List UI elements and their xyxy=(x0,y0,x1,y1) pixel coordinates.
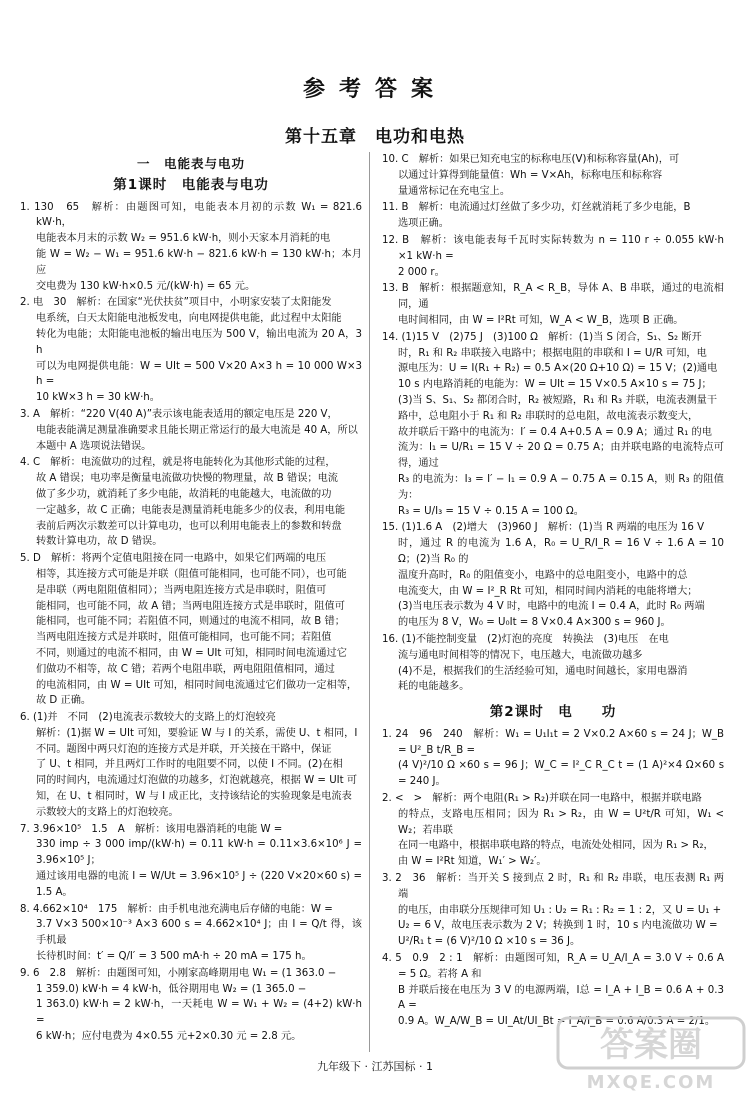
answer-line: 流与通电时间相等的情况下，电压越大，电流做功越多 xyxy=(398,649,643,661)
answer-line: 4. C 解析：电流做功的过程，就是将电能转化为其他形式能的过程， xyxy=(20,457,336,469)
answer-line: 时，R₁ 和 R₂ 串联接入电路中；根据电阻的串联和 I = U/R 可知，电 xyxy=(398,347,707,359)
answer-line: 耗的电能越多。 xyxy=(398,681,470,693)
answer-item xyxy=(382,281,724,328)
answer-line: 0.9 A。W_A/W_B = UI_At/UI_Bt = I_A/I_B = 0.6 A/0.3 A = 2/1。 xyxy=(398,1016,716,1028)
answer-line: 1. 24 96 240 解析：W₁ = U₁I₁t = 2 V×0.2 A×60 s = 24 J；W_B = U²_B t/R_B = xyxy=(382,728,724,756)
answer-line: 知，在 U、t 相同时，W 与 I 成正比，支持该结论的实验现象是电流表 xyxy=(36,791,352,803)
answer-line: 的电流相同，由 W = UIt 可知，相同时间电流通过它们做功一定相等， xyxy=(36,679,358,691)
svg-text:MXQE.COM: MXQE.COM xyxy=(586,1072,716,1093)
answer-line: B 并联后接在电压为 3 V 的电源两端，I总 = I_A + I_B = 0.6 A + 0.3 A = xyxy=(398,984,724,1012)
answer-line: 3. 2 36 解析：当开关 S 接到点 2 时，R₁ 和 R₂ 串联，电压表测 R₁ 两端 xyxy=(382,873,724,900)
answer-line: 故并联后干路中的电流为：I′ = 0.4 A+0.5 A = 0.9 A；通过 R₁ 的电 xyxy=(398,426,712,438)
answer-line: 量通常标记在充电宝上。 xyxy=(398,185,511,197)
watermark-logo xyxy=(556,1014,746,1094)
answer-line: 10. C 解析：如果已知充电宝的标称电压(V)和标称容量(Ah)，可 xyxy=(382,154,680,165)
answer-line: R₃ 的电流为：I₃ = I′ − I₁ = 0.9 A − 0.75 A = 0.15 A，则 R₃ 的阻值为： xyxy=(398,473,724,501)
answer-line: 3. A 解析：“220 V(40 A)”表示该电能表适用的额定电压是 220 V， xyxy=(20,408,338,420)
answer-line: 11. B 解析：电流通过灯丝做了多少功，灯丝就消耗了多少电能，B xyxy=(382,202,691,214)
answer-item xyxy=(20,710,362,821)
answer-line: (4 V)²/10 Ω ×60 s = 96 J；W_C = I²_C R_C t = (1 A)²×4 Ω×60 s = 240 J。 xyxy=(398,760,724,788)
answer-line: 通过该用电器的电流 I = W/Ut = 3.96×10⁵ J ÷ (220 V×20×60 s) = 1.5 A。 xyxy=(36,871,362,898)
answer-line: 8. 4.662×10⁴ 175 解析：由手机电池充满电后存储的电能：W = xyxy=(20,903,333,915)
answer-item xyxy=(20,902,362,965)
answer-line: 2. < > 解析：两个电阻(R₁ > R₂)并联在同一电路中，根据并联电路 xyxy=(382,793,702,805)
answer-item xyxy=(20,200,362,295)
answer-line: 故 A 错误；电功率是衡量电流做功快慢的物理量，故 B 错误；电流 xyxy=(36,473,338,485)
answer-line: 电能表本月末的示数 W₂ = 951.6 kW·h，则小天家本月消耗的电 xyxy=(36,233,331,245)
answer-item xyxy=(382,632,724,695)
answer-line: 13. B 解析：根据题意知，R_A < R_B，导体 A、B 串联，通过的电流相同，通 xyxy=(382,283,724,311)
answer-line: 6. (1)并 不同 (2)电流表示数较大的支路上的灯泡较亮 xyxy=(20,712,276,724)
answer-line: 故 D 正确。 xyxy=(36,695,92,707)
answer-item xyxy=(20,455,362,550)
answer-line: 5. D 解析：将两个定值电阻接在同一电路中，如果它们两端的电压 xyxy=(20,553,327,565)
answer-line: 当两电阻连接方式是并联时，阻值可能相同，也可能不同；若阻值 xyxy=(36,632,332,644)
answer-line: R₃ = U/I₃ = 15 V ÷ 0.15 A = 100 Ω。 xyxy=(398,505,584,517)
left-column xyxy=(20,152,362,1046)
answer-line: 在同一电路中，根据串联电路的特点，电流处处相同，因为 R₁ > R₂， xyxy=(398,840,714,852)
answer-line: 源电压为：U = I(R₁ + R₂) = 0.5 A×(20 Ω+10 Ω) = 15 V；(2)通电 xyxy=(398,363,718,375)
chapter-title: 第十五章 电功和电热 xyxy=(285,127,465,147)
answer-line: 同的时间内，电流通过灯泡做的功越多，灯泡就越亮，根据 W = UIt 可 xyxy=(36,775,358,787)
answer-list xyxy=(382,727,724,1030)
answer-line: 2. 电 30 解析：在国家“光伏扶贫”项目中，小明家安装了太阳能发 xyxy=(20,297,332,309)
answer-line: 12. B 解析：该电能表每千瓦时实际转数为 n = 110 r ÷ 0.055 kW·h ×1 kW·h = xyxy=(382,234,724,262)
page-footer: 九年级下 · 江苏国标 · 1 xyxy=(317,1060,433,1073)
answer-line: 10 kW×3 h = 30 kW·h。 xyxy=(36,392,160,404)
answer-line: 能相同，也可能不同；若阻值不同，则通过的电流不相同，故 B 错； xyxy=(36,616,345,628)
answer-line: 可以为电网提供电能：W = UIt = 500 V×20 A×3 h = 10 000 W×3 h = xyxy=(36,360,362,388)
lesson-heading: 第1课时 电能表与电功 xyxy=(113,176,269,193)
page-title: 参考答案 xyxy=(302,77,447,102)
answer-line: 解析：(1)据 W = UIt 可知，要验证 W 与 I 的关系，需使 U、t 相同，I xyxy=(36,727,358,739)
answer-line: 电时间相同，由 W = I²Rt 可知，W_A < W_B，选项 B 正确。 xyxy=(398,314,684,326)
answer-line: 转化为电能；太阳能电池板的输出电压为 500 V，输出电流为 20 A，3 h xyxy=(36,328,362,356)
answer-line: 不同。题图中两只灯泡的连接方式是并联，开关接在干路中，保证 xyxy=(36,743,332,755)
answer-line: 的电压，由串联分压规律可知 U₁ : U₂ = R₁ : R₂ = 1 : 2，又 U = U₁ + xyxy=(398,904,722,916)
answer-line: 能 W = W₂ − W₁ = 951.6 kW·h − 821.6 kW·h = 130 kW·h；本月应 xyxy=(36,248,362,276)
answer-line: U²/R₁ t = (6 V)²/10 Ω ×10 s = 36 J。 xyxy=(398,936,581,948)
answer-item xyxy=(382,727,724,790)
answer-line: 流为：I₁ = U/R₁ = 15 V ÷ 20 Ω = 0.75 A；由并联电路的电流特点可得，通过 xyxy=(398,442,724,470)
answer-line: 是串联（两电阻阻值相同）；当两电阻连接方式是串联时，阻值可 xyxy=(36,584,327,596)
answer-item xyxy=(382,871,724,950)
answer-line: 选项正确。 xyxy=(398,218,449,230)
answer-line: 4. 5 0.9 2 : 1 解析：由题图可知，R_A = U_A/I_A = 3.0 V ÷ 0.6 A = 5 Ω。若将 A 和 xyxy=(382,953,724,980)
right-column xyxy=(382,152,724,1031)
answer-line: 以通过计算得到能量值：Wh = V×Ah，标称电压和标称容 xyxy=(398,169,663,181)
answer-line: 长待机时间：t′ = Q/I′ = 3 500 mA·h ÷ 20 mA = 175 h。 xyxy=(36,951,312,963)
section-heading: 一 电能表与电功 xyxy=(136,156,245,171)
answer-line: 14. (1)15 V (2)75 J (3)100 Ω 解析：(1)当 S 闭合，S₁、S₂ 断开 xyxy=(382,331,702,343)
answer-list xyxy=(382,152,724,695)
answer-line: 本题中 A 选项说法错误。 xyxy=(36,440,152,452)
answer-line: 示数较大的支路上的灯泡较亮。 xyxy=(36,806,179,818)
answer-line: 时，通过 R 的电流为 1.6 A，R₀ = U_R/I_R = 16 V ÷ 1.6 A = 10 Ω；(2)当 R₀ 的 xyxy=(398,538,724,565)
answer-line: 温度升高时，R₀ 的阻值变小，电路中的总电阻变小，电路中的总 xyxy=(398,569,688,581)
answer-line: 了 U、t 相同，并且两灯工作时的电阻要不同，以使 I 不同。(2)在相 xyxy=(36,759,343,771)
answer-line: 7. 3.96×10⁵ 1.5 A 解析：该用电器消耗的电能 W = xyxy=(20,823,283,835)
answer-line: 2 000 r。 xyxy=(398,266,445,278)
answer-line: 做了多少功，就消耗了多少电能，故消耗的电能越大，电流做的功 xyxy=(36,488,332,500)
answer-line: 电系统，白天太阳能电池板发电，向电网提供电能，此过程中太阳能 xyxy=(36,313,342,325)
answer-line: 15. (1)1.6 A (2)增大 (3)960 J 解析：(1)当 R 两端的电压为 16 V xyxy=(382,522,705,534)
answer-line: 6 kW·h；应付电费为 4×0.55 元+2×0.30 元 = 2.8 元。 xyxy=(36,1031,302,1043)
answer-item xyxy=(20,295,362,406)
answer-line: 能相同，也可能不同，故 A 错；当两电阻连接方式是串联时，阻值可 xyxy=(36,600,345,612)
answer-line: 转数计算电功，故 D 错误。 xyxy=(36,536,163,548)
answer-item xyxy=(382,200,724,232)
answer-line: 10 s 内电路消耗的电能为：W = UIt = 15 V×0.5 A×10 s = 75 J； xyxy=(398,379,712,391)
answer-line: 由 W = I²Rt 知道，W₁′ > W₂′。 xyxy=(398,856,547,868)
lesson-heading: 第2课时 电 功 xyxy=(489,704,617,721)
column-divider xyxy=(369,152,370,1052)
answer-line: 不同，则通过的电流不相同，由 W = UIt 可知，相同时间电流通过它 xyxy=(36,647,347,659)
answer-item xyxy=(382,330,724,520)
answer-line: 1. 130 65 解析：由题图可知，电能表本月初的示数 W₁ = 821.6 kW·h， xyxy=(20,201,362,229)
answer-item xyxy=(20,551,362,709)
svg-text:答案圈: 答案圈 xyxy=(600,1025,702,1065)
answer-line: U₂ = 6 V，故电压表示数为 2 V；转换到 1 时，10 s 内电流做功 W = xyxy=(398,920,718,932)
answer-line: 3.7 V×3 500×10⁻³ A×3 600 s = 4.662×10⁴ J；由 I = Q/t 得，该手机最 xyxy=(36,919,362,947)
answer-item xyxy=(382,520,724,631)
answer-line: 16. (1)不能控制变量 (2)灯泡的亮度 转换法 (3)电压 在电 xyxy=(382,633,669,645)
answer-line: (3)当 S、S₁、S₂ 都闭合时，R₂ 被短路，R₁ 和 R₃ 并联，电流表测量干 xyxy=(398,394,718,406)
answer-line: 一定越多，故 C 正确；电能表是测量消耗电能多少的仪表，利用电能 xyxy=(36,504,346,516)
answer-line: 路中，总电阻小于 R₁ 和 R₂ 串联时的总电阻，故电流表示数变大， xyxy=(398,410,699,422)
answer-line: 交电费为 130 kW·h×0.5 元/(kW·h) = 65 元。 xyxy=(36,280,256,292)
answer-line: 电流变大，由 W = I²_R Rt 可知，相同时间内消耗的电能将增大； xyxy=(398,585,698,597)
answer-line: 1 359.0) kW·h = 4 kW·h，低谷期用电 W₂ = (1 365.0 − xyxy=(36,983,307,995)
answer-item xyxy=(382,152,724,199)
answer-item xyxy=(20,407,362,454)
answer-line: 的电压为 8 V，W₀ = U₀It = 8 V×0.4 A×300 s = 960 J。 xyxy=(398,617,671,629)
answer-line: 表前后两次示数差可以计算电功，也可以利用电能表上的参数和转盘 xyxy=(36,520,342,532)
answer-line: 1 363.0) kW·h = 2 kW·h，一天耗电 W = W₁ + W₂ = (4+2) kW·h = xyxy=(36,999,362,1027)
answer-line: 9. 6 2.8 解析：由题图可知，小刚家高峰期用电 W₁ = (1 363.0 − xyxy=(20,967,337,979)
answer-line: 的特点，支路电压相同；因为 R₁ > R₂，由 W = U²t/R 可知，W₁ < W₂；若串联 xyxy=(398,808,724,836)
answer-line: 相等，其连接方式可能是并联（阻值可能相同，也可能不同），也可能 xyxy=(36,568,347,580)
answer-list xyxy=(20,200,362,1045)
answer-item xyxy=(382,791,724,870)
answer-line: 电能表能满足测量准确要求且能长期正常运行的最大电流是 40 A，所以 xyxy=(36,424,358,436)
answer-item xyxy=(20,966,362,1045)
answer-line: 330 imp ÷ 3 000 imp/(kW·h) = 0.11 kW·h = 0.11×3.6×10⁶ J = 3.96×10⁵ J； xyxy=(36,839,362,867)
answer-line: 们做功不相等，故 C 错；若两个电阻串联，两电阻阻值相同，通过 xyxy=(36,663,335,675)
answer-line: (4)不是，根据我们的生活经验可知，通电时间越长，家用电器消 xyxy=(398,665,688,677)
answer-item xyxy=(20,822,362,901)
answer-line: (3)当电压表示数为 4 V 时，电路中的电流 I = 0.4 A，此时 R₀ 两端 xyxy=(398,601,705,613)
answer-item xyxy=(382,233,724,280)
